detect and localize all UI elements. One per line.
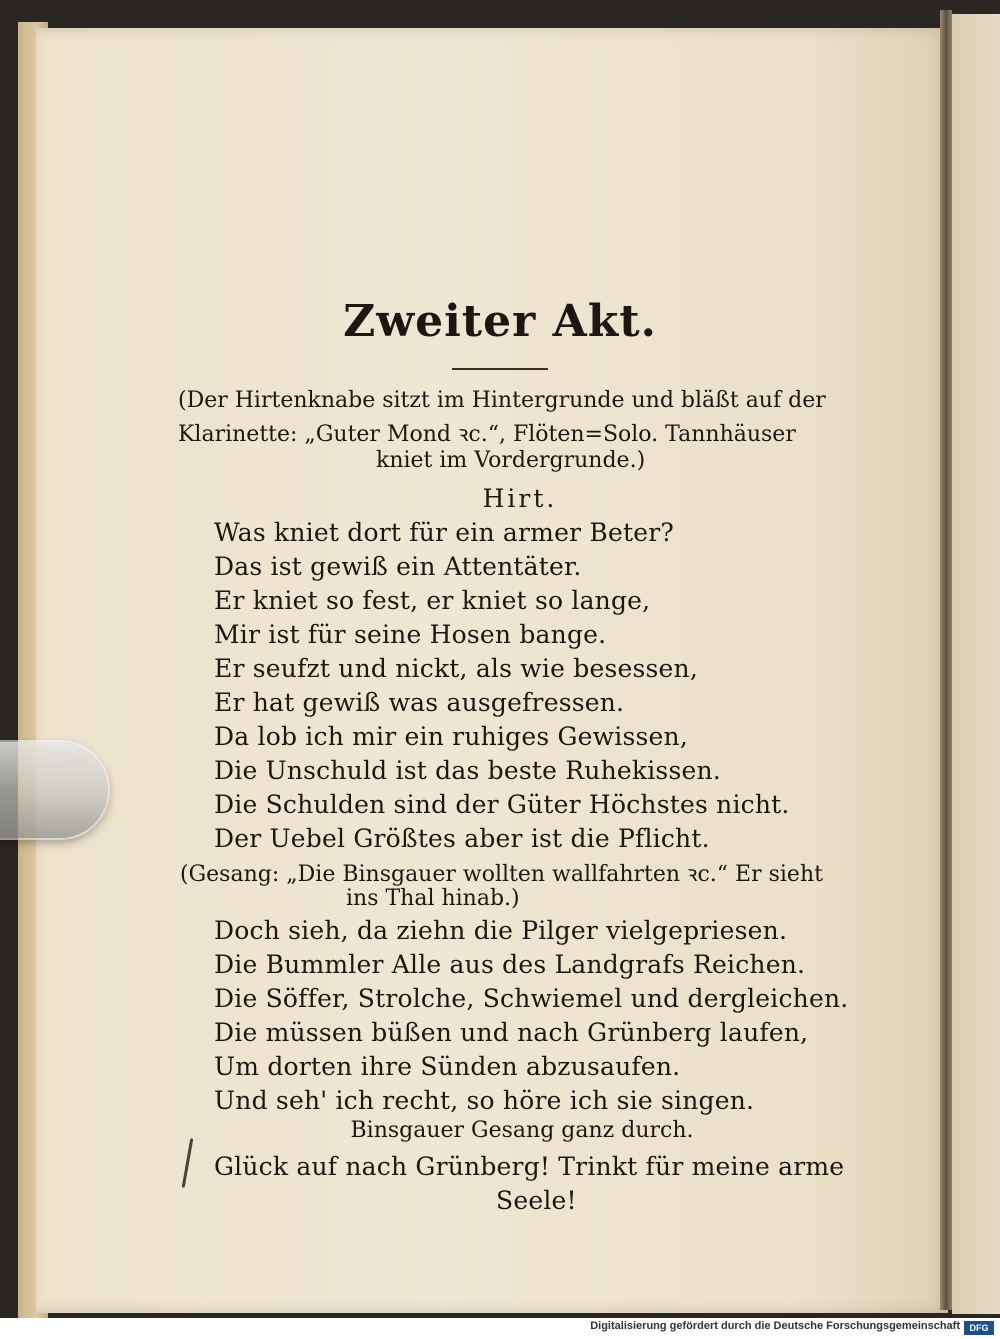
footer-bar <box>0 1318 1000 1339</box>
verse-line: Da lob ich mir ein ruhiges Gewissen, <box>214 722 688 751</box>
verse-line: Doch sieh, da ziehn die Pilger vielgepriesen. <box>214 916 788 945</box>
stage-direction-line: Klarinette: „Guter Mond ꝛc.“, Flöten=Solo. Tannhäuser <box>178 422 796 447</box>
verse-line: Die Schulden sind der Güter Höchstes nicht. <box>214 790 790 819</box>
verse-line: Er hat gewiß was ausgefressen. <box>214 688 625 717</box>
glass-page-weight <box>0 742 108 838</box>
verse-line: Glück auf nach Grünberg! Trinkt für meine arme <box>214 1152 845 1181</box>
verse-line: Seele! <box>496 1186 577 1215</box>
verse-line: Um dorten ihre Sünden abzusaufen. <box>214 1052 681 1081</box>
stage-direction-line: ins Thal hinab.) <box>346 886 520 911</box>
song-instruction: Binsgauer Gesang ganz durch. <box>350 1118 694 1143</box>
verse-line: Was kniet dort für ein armer Beter? <box>214 518 674 547</box>
verse-line: Er seufzt und nickt, als wie besessen, <box>214 654 698 683</box>
verse-line: Und seh' ich recht, so höre ich sie singen. <box>214 1086 755 1115</box>
pencil-mark <box>182 1138 194 1188</box>
funding-credit: Digitalisierung gefördert durch die Deutsche Forschungsgemeinschaft <box>590 1320 960 1332</box>
title-rule <box>452 368 548 370</box>
verse-line: Die müssen büßen und nach Grünberg laufen, <box>214 1018 809 1047</box>
stage-direction-line: (Der Hirtenknabe sitzt im Hintergrunde und bläßt auf der <box>178 388 826 413</box>
verse-line: Die Bummler Alle aus des Landgrafs Reichen. <box>214 950 806 979</box>
act-title: Zweiter Akt. <box>343 296 657 347</box>
dfg-logo-icon: DFG <box>964 1321 994 1335</box>
verse-line: Die Söffer, Strolche, Schwiemel und dergleichen. <box>214 984 849 1013</box>
stage-direction-line: (Gesang: „Die Binsgauer wollten wallfahrten ꝛc.“ Er sieht <box>180 862 823 887</box>
verse-line: Die Unschuld ist das beste Ruhekissen. <box>214 756 721 785</box>
verse-line: Mir ist für seine Hosen bange. <box>214 620 607 649</box>
speaker-name: Hirt. <box>482 484 558 513</box>
verse-line: Er kniet so fest, er kniet so lange, <box>214 586 651 615</box>
stage-direction-line: kniet im Vordergrunde.) <box>376 448 646 473</box>
verse-line: Der Uebel Größtes aber ist die Pflicht. <box>214 824 710 853</box>
verse-line: Das ist gewiß ein Attentäter. <box>214 552 582 581</box>
